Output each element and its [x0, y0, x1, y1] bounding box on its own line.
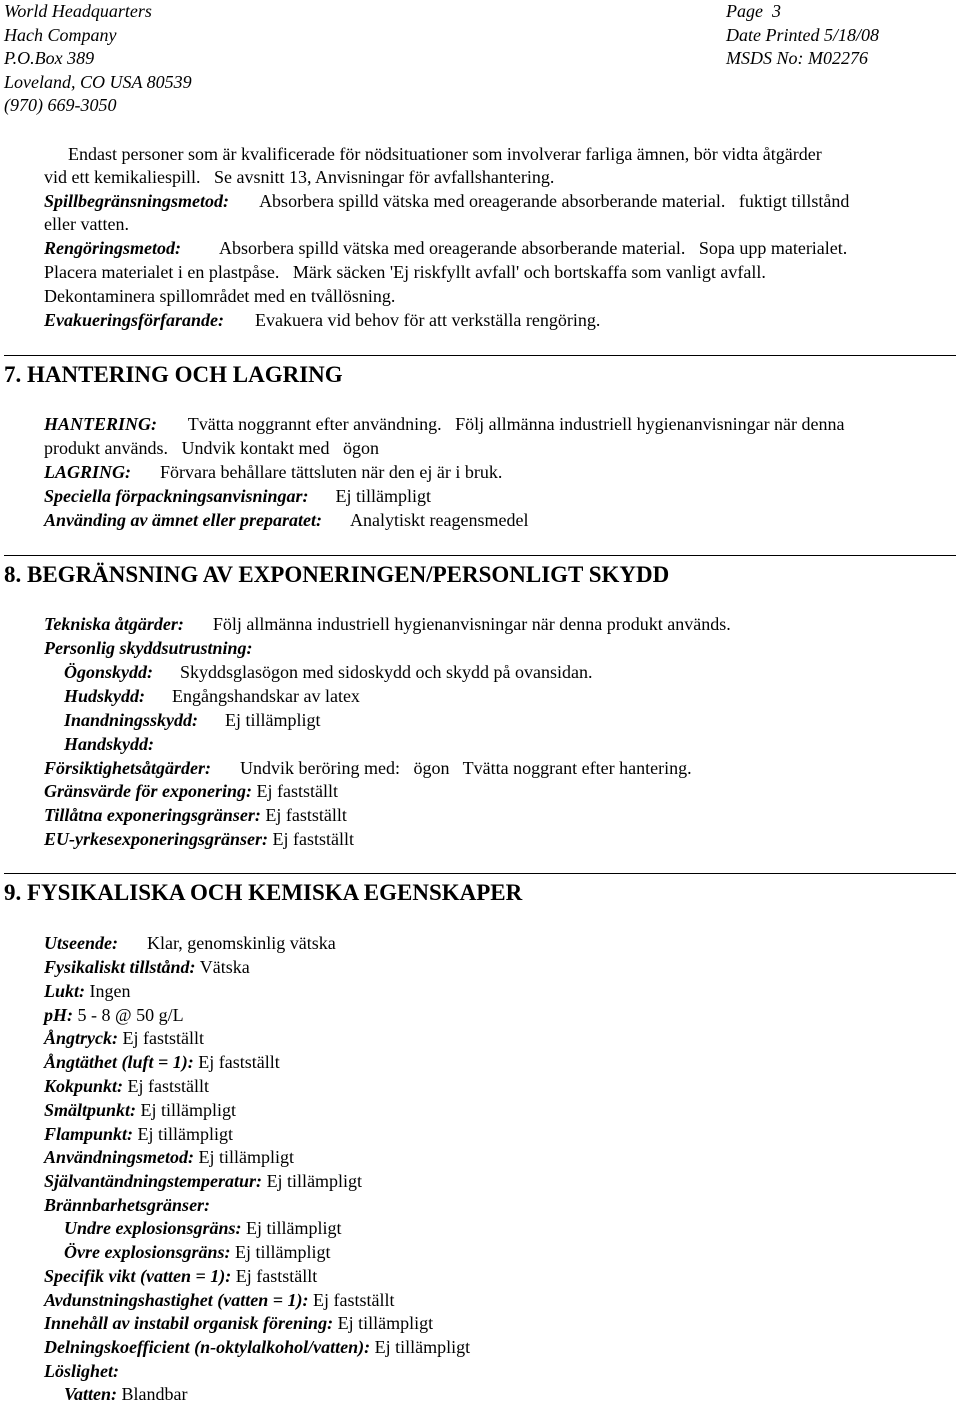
method-value: Ej tillämpligt: [198, 1147, 295, 1167]
lower-explosion-row: [64, 1217, 342, 1239]
permissible-limit-label: Tillåtna exponeringsgränser:: [44, 805, 261, 825]
flash-point-value: Ej tillämpligt: [137, 1124, 234, 1144]
melting-point-row: [44, 1099, 236, 1121]
melting-point-label: Smältpunkt:: [44, 1100, 137, 1120]
partition-label: Delningskoefficient (n-oktylalkohol/vatten):: [44, 1337, 371, 1357]
section-9-title: 9. FYSIKALISKA OCH KEMISKA EGENSKAPER: [4, 880, 523, 905]
skin-value: Engångshandskar av latex: [172, 686, 360, 706]
water-value: Blandbar: [121, 1384, 188, 1404]
flammability-row: [44, 1194, 210, 1216]
ph-label: pH:: [44, 1005, 73, 1025]
precautions-row: [44, 757, 692, 779]
specific-gravity-value: Ej fastställt: [235, 1266, 318, 1286]
upper-explosion-value: Ej tillämpligt: [235, 1242, 331, 1262]
specific-gravity-label: Specifik vikt (vatten = 1):: [44, 1266, 232, 1286]
boiling-point-value: Ej fastställt: [127, 1076, 210, 1096]
autoignition-label: Självantändningstemperatur:: [44, 1171, 263, 1191]
upper-explosion-row: [64, 1241, 331, 1263]
appearance-label: Utseende:: [44, 933, 118, 953]
ph-row: [44, 1004, 184, 1026]
inhalation-row: [64, 709, 321, 731]
method-row: [44, 1146, 294, 1168]
engineering-label: Tekniska åtgärder:: [44, 614, 184, 634]
cleanup-row: [44, 237, 847, 259]
eu-limit-row: [44, 828, 354, 850]
cleanup-cont-2: Dekontaminera spillområdet med en tvållösning.: [44, 286, 396, 306]
solubility-row: [44, 1360, 119, 1382]
ppe-row: [44, 637, 253, 659]
packaging-label: Speciella förpackningsanvisningar:: [44, 486, 309, 506]
boiling-point-row: [44, 1075, 209, 1097]
permissible-limit-value: Ej fastställt: [265, 805, 347, 825]
engineering-value: Följ allmänna industriell hygienanvisningar när denna produkt används.: [212, 614, 731, 634]
permissible-limit-row: [44, 804, 347, 826]
storage-value: Förvara behållare tättsluten när den ej är i bruk.: [160, 462, 503, 482]
eye-value: Skyddsglasögon med sidoskydd och skydd på ovansidan.: [180, 662, 593, 682]
hand-label: Handskydd:: [64, 734, 154, 754]
autoignition-row: [44, 1170, 362, 1192]
odor-value: Ingen: [89, 981, 131, 1001]
section-divider: [4, 555, 956, 556]
company-address-block: [4, 0, 192, 118]
cleanup-value: Absorbera spilld vätska med oreagerande absorberande material. Sopa upp materialet.: [219, 238, 848, 258]
storage-label: LAGRING:: [44, 462, 132, 482]
header-left-line-4: Loveland, CO USA 80539: [4, 71, 192, 92]
handling-row: [44, 413, 845, 435]
volatile-organic-label: Innehåll av instabil organisk förening:: [44, 1313, 334, 1333]
flammability-label: Brännbarhetsgränser:: [44, 1195, 211, 1215]
evacuation-value: Evakuera vid behov för att verkställa rengöring.: [255, 310, 601, 330]
header-left-line-1: World Headquarters: [4, 1, 152, 21]
section-7-title: 7. HANTERING OCH LAGRING: [4, 362, 343, 387]
eye-label: Ögonskydd:: [64, 662, 153, 682]
exposure-limit-value: Ej fastställt: [256, 781, 338, 801]
vapor-density-label: Ångtäthet (luft = 1):: [44, 1052, 194, 1072]
appearance-row: [44, 932, 336, 954]
skin-row: [64, 685, 360, 707]
containment-value: Absorbera spilld vätska med oreagerande absorberande material. fuktigt tillstånd: [259, 191, 850, 211]
volatile-organic-row: [44, 1312, 433, 1334]
document-info-block: [726, 0, 879, 71]
skin-label: Hudskydd:: [64, 686, 145, 706]
evacuation-row: [44, 309, 600, 331]
vapor-density-row: [44, 1051, 280, 1073]
msds-number: MSDS No: M02276: [726, 48, 868, 68]
spill-intro-line-2: vid ett kemikaliespill. Se avsnitt 13, Anvisningar för avfallshantering.: [44, 167, 555, 187]
eu-limit-label: EU-yrkesexponeringsgränser:: [44, 829, 269, 849]
vapor-pressure-row: [44, 1027, 204, 1049]
eye-row: [64, 661, 592, 683]
flash-point-row: [44, 1123, 233, 1145]
ppe-label: Personlig skyddsutrustning:: [44, 638, 253, 658]
autoignition-value: Ej tillämpligt: [266, 1171, 363, 1191]
header-left-line-2: Hach Company: [4, 24, 117, 45]
storage-row: [44, 461, 502, 483]
header-left-line-3: P.O.Box 389: [4, 48, 95, 68]
handling-label: HANTERING:: [44, 414, 158, 434]
method-label: Användningsmetod:: [44, 1147, 195, 1167]
date-printed: Date Printed 5/18/08: [726, 24, 879, 45]
eu-limit-value: Ej fastställt: [272, 829, 354, 849]
inhalation-label: Inandningsskydd:: [64, 710, 199, 730]
precautions-label: Försiktighetsåtgärder:: [44, 758, 212, 778]
section-8-title: 8. BEGRÄNSNING AV EXPONERINGEN/PERSONLIGT SKYDD: [4, 562, 670, 587]
evaporation-value: Ej fastställt: [312, 1290, 395, 1310]
exposure-limit-row: [44, 780, 338, 802]
spill-intro-line-1: Endast personer som är kvalificerade för nödsituationer som involverar farliga ämnen, bör vidta åtgärder: [68, 144, 822, 164]
partition-value: Ej tillämpligt: [374, 1337, 471, 1357]
appearance-value: Klar, genomskinlig vätska: [146, 933, 336, 953]
use-value: Analytiskt reagensmedel: [350, 510, 529, 530]
vapor-density-value: Ej fastställt: [198, 1052, 280, 1072]
specific-gravity-row: [44, 1265, 317, 1287]
precautions-value: Undvik beröring med: ögon Tvätta noggrant efter hantering.: [240, 758, 692, 778]
upper-explosion-label: Övre explosionsgräns:: [64, 1242, 231, 1262]
physical-state-value: Vätska: [199, 957, 250, 977]
header-left-line-5: (970) 669-3050: [4, 95, 117, 115]
evacuation-label: Evakueringsförfarande:: [44, 310, 225, 330]
section-divider: [4, 873, 956, 874]
use-row: [44, 509, 528, 531]
physical-state-label: Fysikaliskt tillstånd:: [44, 957, 196, 977]
water-solubility-row: [64, 1383, 188, 1405]
hand-row: [64, 733, 154, 755]
packaging-row: [44, 485, 431, 507]
lower-explosion-value: Ej tillämpligt: [246, 1218, 342, 1238]
cleanup-cont-1: Placera materialet i en plastpåse. Märk säcken 'Ej riskfyllt avfall' och bortskaffa som vanligt avfall.: [44, 262, 766, 282]
boiling-point-label: Kokpunkt:: [44, 1076, 124, 1096]
melting-point-value: Ej tillämpligt: [140, 1100, 237, 1120]
evaporation-row: [44, 1289, 394, 1311]
section-divider: [4, 355, 956, 356]
physical-state-row: [44, 956, 250, 978]
containment-cont: eller vatten.: [44, 214, 129, 234]
cleanup-label: Rengöringsmetod:: [44, 238, 182, 258]
handling-value: Tvätta noggrannt efter användning. Följ allmänna industriell hygienanvisningar när denna: [187, 414, 845, 434]
flash-point-label: Flampunkt:: [44, 1124, 134, 1144]
vapor-pressure-label: Ångtryck:: [44, 1028, 118, 1048]
inhalation-value: Ej tillämpligt: [225, 710, 321, 730]
lower-explosion-label: Undre explosionsgräns:: [64, 1218, 242, 1238]
exposure-limit-label: Gränsvärde för exponering:: [44, 781, 253, 801]
odor-row: [44, 980, 131, 1002]
containment-row: [44, 190, 849, 212]
partition-row: [44, 1336, 470, 1358]
vapor-pressure-value: Ej fastställt: [122, 1028, 204, 1048]
water-label: Vatten:: [64, 1384, 118, 1404]
use-label: Använding av ämnet eller preparatet:: [44, 510, 322, 530]
packaging-value: Ej tillämpligt: [335, 486, 432, 506]
engineering-row: [44, 613, 731, 635]
ph-value: 5 - 8 @ 50 g/L: [77, 1005, 184, 1025]
odor-label: Lukt:: [44, 981, 86, 1001]
solubility-label: Löslighet:: [44, 1361, 119, 1381]
handling-cont: produkt används. Undvik kontakt med ögon: [44, 438, 379, 458]
containment-label: Spillbegränsningsmetod:: [44, 191, 230, 211]
evaporation-label: Avdunstningshastighet (vatten = 1):: [44, 1290, 309, 1310]
page-number: Page 3: [726, 1, 781, 21]
volatile-organic-value: Ej tillämpligt: [337, 1313, 434, 1333]
